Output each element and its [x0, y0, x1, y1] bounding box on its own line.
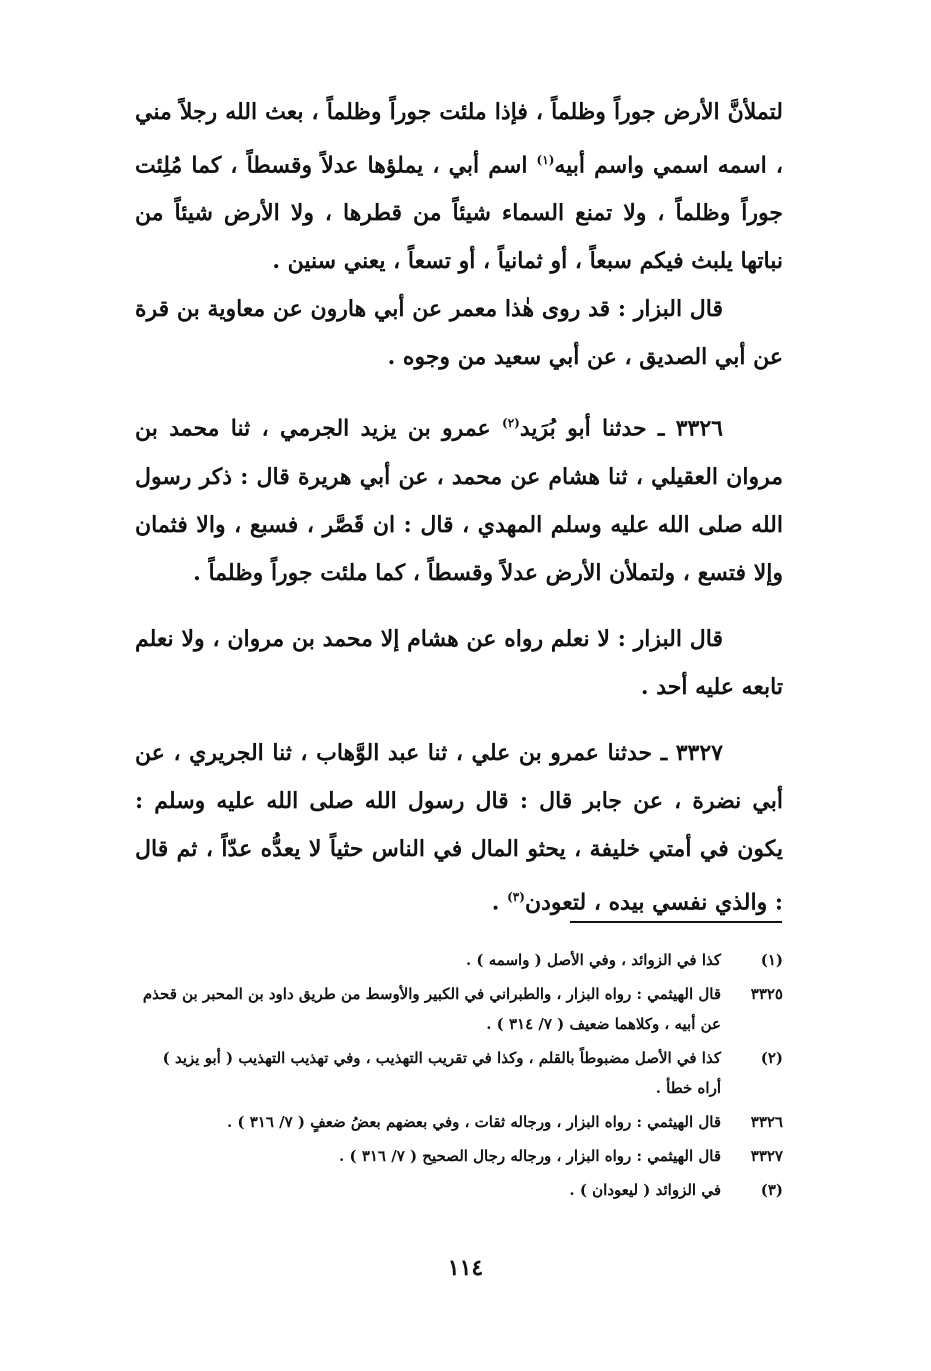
footnote-text: قال الهيثمي : رواه البزار ، ورجاله رجال الصحيح ( ٧/ ٣١٦ ) .: [339, 1147, 721, 1165]
footnote: [135, 1107, 783, 1137]
footnote-number: ٣٣٢٦: [750, 1113, 783, 1131]
main-text: [135, 88, 783, 926]
footnote-number: (٢): [760, 1049, 783, 1067]
footnote-number: (١): [760, 951, 783, 969]
footnote-text: كذا في الزوائد ، وفي الأصل ( واسمه ) .: [465, 951, 721, 969]
paragraph-1-text: لتملأنَّ الأرض جوراً وظلماً ، فإذا ملئت جوراً وظلماً ، بعث الله رجلاً مني ، اسمه اسمي واسم أبيه: [135, 99, 783, 179]
footnote: [135, 1175, 783, 1205]
paragraph-1: [135, 88, 783, 285]
footnote-text: في الزوائد ( ليعودان ) .: [569, 1181, 721, 1199]
page-number: ١١٤: [447, 1255, 484, 1281]
footnotes: [135, 945, 783, 1209]
footnote-text: كذا في الأصل مضبوطاً بالقلم ، وكذا في تقريب التهذيب ، وفي تهذيب التهذيب ( أبو يزيد ) أراه خطأ .: [162, 1049, 721, 1097]
footnote-number: (٣): [760, 1181, 783, 1199]
paragraph-1-rest: اسم أبي ، يملؤها عدلاً وقسطاً ، كما مُلِئت جوراً وظلماً ، ولا تمنع السماء شيئاً من قطرها ، ولا الأرض شيئاً من نباتها يلبث فيكم سبعاً ، أو ثمانياً ، أو تسعاً ، يعني سنين .: [135, 152, 784, 275]
footnote-separator: [570, 921, 782, 923]
paragraph-3: [135, 399, 783, 596]
hadith-3327-body: ٣٣٢٧ ـ حدثنا عمرو بن علي ، ثنا عبد الوَّهاب ، ثنا الجريري ، عن أبي نضرة ، عن جابر قال : قال رسول الله صلى الله عليه وسلم : يكون في أمتي خليفة ، يحثو المال في الناس حثياً لا يعدُّه عدّاً ، ثم قال : والذي نفسي بيده ، لتعودن: [135, 739, 783, 915]
footnote: [135, 979, 783, 1039]
footnote: [135, 1141, 783, 1171]
footnote-ref-3: (٣): [507, 889, 525, 904]
hadith-3326-body: عمرو بن يزيد الجرمي ، ثنا محمد بن مروان العقيلي ، ثنا هشام عن محمد ، عن أبي هريرة قال : ذكر رسول الله صلى الله عليه وسلم المهدي ، قال : ان قَصَّر ، فسبع ، والا فثمان وإلا فتسع ، ولتملأن الأرض عدلاً وقسطاً ، كما ملئت جوراً وظلماً .: [135, 415, 783, 586]
hadith-3327-end: .: [491, 888, 508, 915]
footnote-ref-1: (١): [536, 153, 555, 167]
footnote: [135, 945, 783, 975]
paragraph-2: قال البزار : قد روى هٰذا معمر عن أبي هارون عن معاوية بن قرة عن أبي الصديق ، عن أبي سعيد من وجوه .: [135, 296, 783, 371]
footnote-text: قال الهيثمي : رواه البزار ، ورجاله ثقات ، وفي بعضهم بعضُ ضعفٍ ( ٧/ ٣١٦ ) .: [226, 1113, 721, 1131]
paragraph-5: [135, 729, 783, 926]
footnote-number: ٣٣٢٥: [750, 985, 783, 1003]
hadith-3326-head: ٣٣٢٦ ـ حدثنا أبو بُرَيد: [519, 415, 723, 442]
footnote-number: ٣٣٢٧: [750, 1147, 783, 1165]
footnote: [135, 1043, 783, 1103]
footnote-text: قال الهيثمي : رواه البزار ، والطبراني في الكبير والأوسط من طريق داود بن المحبر بن قحذم عن أبيه ، وكلاهما ضعيف ( ٧/ ٣١٤ ) .: [142, 985, 721, 1033]
footnote-ref-2: (٢): [502, 416, 520, 431]
paragraph-4: قال البزار : لا نعلم رواه عن هشام إلا محمد بن مروان ، ولا نعلم تابعه عليه أحد .: [135, 625, 783, 700]
